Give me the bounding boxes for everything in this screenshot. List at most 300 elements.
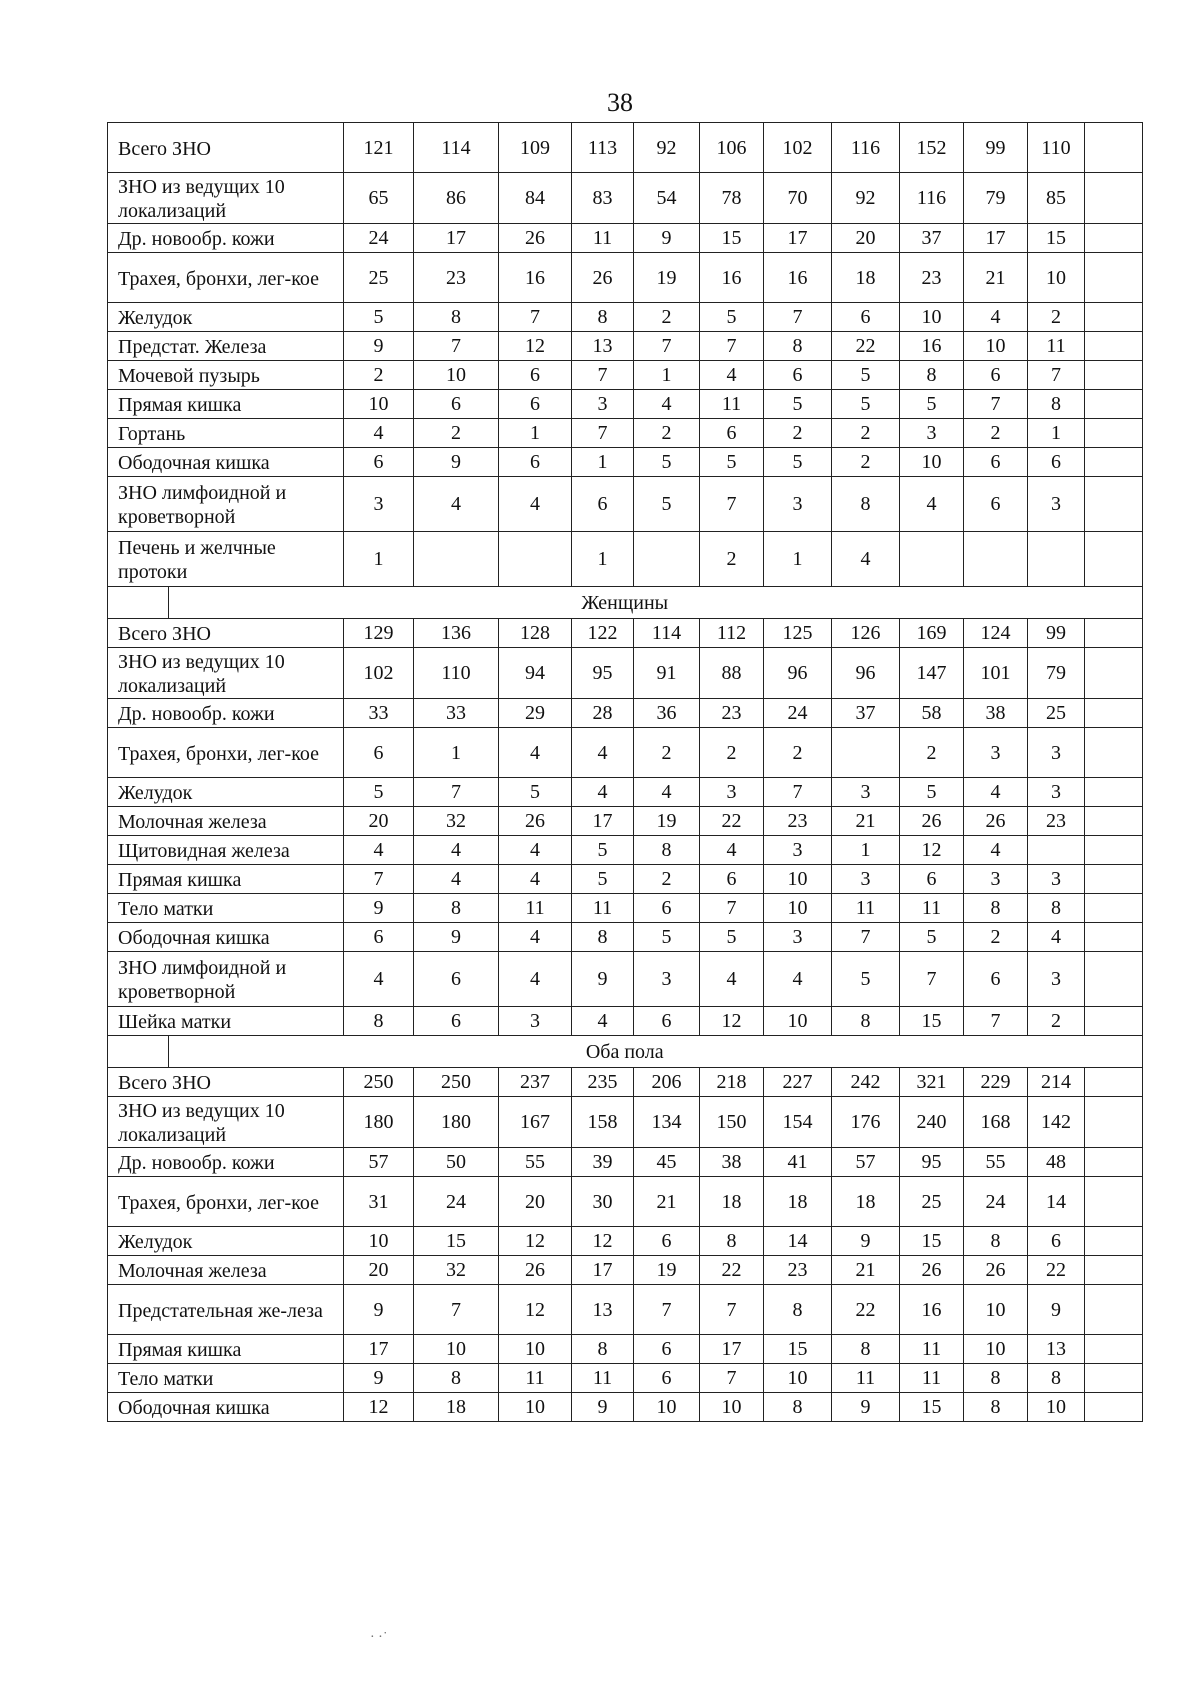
value-cell: 169: [900, 619, 964, 648]
value-cell: [1028, 836, 1085, 865]
value-cell: 26: [499, 807, 572, 836]
row-label: Всего ЗНО: [108, 123, 344, 173]
value-cell: 116: [900, 173, 964, 224]
value-cell: 2: [964, 923, 1028, 952]
value-cell: 5: [634, 448, 700, 477]
value-cell: 10: [414, 361, 499, 390]
value-cell: 8: [964, 1227, 1028, 1256]
value-cell: 109: [499, 123, 572, 173]
value-cell: 7: [499, 303, 572, 332]
value-cell: 134: [634, 1097, 700, 1148]
value-cell: 9: [414, 448, 499, 477]
value-cell: 6: [900, 865, 964, 894]
value-cell: 9: [832, 1227, 900, 1256]
value-cell: [1085, 865, 1143, 894]
value-cell: 4: [832, 532, 900, 587]
value-cell: 6: [499, 390, 572, 419]
value-cell: 45: [634, 1148, 700, 1177]
value-cell: 15: [900, 1227, 964, 1256]
value-cell: 6: [414, 1007, 499, 1036]
value-cell: 10: [764, 894, 832, 923]
value-cell: 4: [499, 836, 572, 865]
value-cell: 11: [499, 1364, 572, 1393]
table-row: [108, 1393, 1143, 1422]
value-cell: 8: [414, 1364, 499, 1393]
value-cell: 50: [414, 1148, 499, 1177]
value-cell: 3: [964, 865, 1028, 894]
value-cell: [1085, 173, 1143, 224]
value-cell: 6: [499, 361, 572, 390]
value-cell: 6: [634, 894, 700, 923]
value-cell: 6: [1028, 448, 1085, 477]
value-cell: 8: [572, 303, 634, 332]
value-cell: 7: [700, 1364, 764, 1393]
value-cell: 150: [700, 1097, 764, 1148]
value-cell: 114: [414, 123, 499, 173]
table-row: [108, 836, 1143, 865]
value-cell: 10: [344, 390, 414, 419]
section-header-divider: [168, 1036, 169, 1067]
value-cell: 9: [634, 224, 700, 253]
value-cell: 8: [832, 1007, 900, 1036]
value-cell: 78: [700, 173, 764, 224]
value-cell: [1085, 1177, 1143, 1227]
value-cell: 7: [414, 332, 499, 361]
value-cell: 6: [832, 303, 900, 332]
row-label: Тело матки: [108, 1364, 344, 1393]
value-cell: 38: [964, 699, 1028, 728]
value-cell: 22: [1028, 1256, 1085, 1285]
value-cell: 1: [634, 361, 700, 390]
table-row: [108, 894, 1143, 923]
value-cell: 8: [832, 477, 900, 532]
value-cell: [1028, 532, 1085, 587]
value-cell: 16: [900, 1285, 964, 1335]
table-row: [108, 448, 1143, 477]
value-cell: 22: [700, 807, 764, 836]
value-cell: [1085, 728, 1143, 778]
value-cell: [964, 532, 1028, 587]
value-cell: 2: [700, 728, 764, 778]
value-cell: 23: [764, 807, 832, 836]
value-cell: 2: [1028, 1007, 1085, 1036]
value-cell: 5: [700, 303, 764, 332]
value-cell: 21: [634, 1177, 700, 1227]
table-row: [108, 477, 1143, 532]
value-cell: 2: [764, 728, 832, 778]
value-cell: [1085, 1364, 1143, 1393]
row-label: Прямая кишка: [108, 390, 344, 419]
value-cell: 4: [634, 778, 700, 807]
value-cell: 54: [634, 173, 700, 224]
value-cell: 12: [499, 332, 572, 361]
value-cell: 5: [900, 390, 964, 419]
table-row: [108, 1148, 1143, 1177]
value-cell: 3: [900, 419, 964, 448]
row-label: ЗНО лимфоидной и кроветворной: [108, 477, 344, 532]
value-cell: 126: [832, 619, 900, 648]
value-cell: 9: [344, 332, 414, 361]
value-cell: 15: [900, 1393, 964, 1422]
row-label: Всего ЗНО: [108, 619, 344, 648]
value-cell: 240: [900, 1097, 964, 1148]
value-cell: [1085, 1227, 1143, 1256]
value-cell: 167: [499, 1097, 572, 1148]
value-cell: 10: [634, 1393, 700, 1422]
value-cell: 96: [832, 648, 900, 699]
table-row: [108, 303, 1143, 332]
value-cell: 11: [1028, 332, 1085, 361]
value-cell: 33: [414, 699, 499, 728]
value-cell: 11: [900, 1364, 964, 1393]
value-cell: 1: [344, 532, 414, 587]
value-cell: 94: [499, 648, 572, 699]
value-cell: 4: [700, 952, 764, 1007]
value-cell: 95: [900, 1148, 964, 1177]
value-cell: 4: [499, 952, 572, 1007]
value-cell: 10: [964, 332, 1028, 361]
value-cell: [1085, 1256, 1143, 1285]
value-cell: 57: [344, 1148, 414, 1177]
row-label: ЗНО из ведущих 10 локализаций: [108, 173, 344, 224]
value-cell: [1085, 619, 1143, 648]
value-cell: 17: [964, 224, 1028, 253]
value-cell: 2: [634, 728, 700, 778]
value-cell: 242: [832, 1068, 900, 1097]
value-cell: 102: [344, 648, 414, 699]
value-cell: 8: [414, 894, 499, 923]
value-cell: 7: [700, 332, 764, 361]
value-cell: 4: [344, 419, 414, 448]
value-cell: 4: [900, 477, 964, 532]
row-label: Тело матки: [108, 894, 344, 923]
value-cell: 24: [964, 1177, 1028, 1227]
value-cell: [1085, 390, 1143, 419]
value-cell: 92: [832, 173, 900, 224]
value-cell: 8: [344, 1007, 414, 1036]
value-cell: [414, 532, 499, 587]
value-cell: [1085, 303, 1143, 332]
value-cell: 20: [344, 1256, 414, 1285]
value-cell: 2: [764, 419, 832, 448]
value-cell: 10: [764, 1007, 832, 1036]
table-row: [108, 1007, 1143, 1036]
row-label: Желудок: [108, 303, 344, 332]
value-cell: 25: [1028, 699, 1085, 728]
table-row: [108, 1177, 1143, 1227]
value-cell: [1085, 1148, 1143, 1177]
page-number: 38: [607, 88, 633, 117]
value-cell: 158: [572, 1097, 634, 1148]
value-cell: 23: [764, 1256, 832, 1285]
value-cell: 8: [700, 1227, 764, 1256]
value-cell: [1085, 1285, 1143, 1335]
value-cell: 2: [414, 419, 499, 448]
value-cell: 6: [634, 1007, 700, 1036]
value-cell: [634, 532, 700, 587]
value-cell: 128: [499, 619, 572, 648]
value-cell: 7: [764, 303, 832, 332]
value-cell: 2: [964, 419, 1028, 448]
value-cell: 16: [499, 253, 572, 303]
value-cell: [1085, 807, 1143, 836]
value-cell: 2: [634, 303, 700, 332]
value-cell: 1: [414, 728, 499, 778]
value-cell: 12: [499, 1285, 572, 1335]
value-cell: 55: [499, 1148, 572, 1177]
value-cell: 11: [499, 894, 572, 923]
row-label: Трахея, бронхи, лег-кое: [108, 1177, 344, 1227]
row-label: Желудок: [108, 778, 344, 807]
value-cell: [832, 728, 900, 778]
value-cell: 10: [499, 1393, 572, 1422]
value-cell: 26: [572, 253, 634, 303]
value-cell: 18: [700, 1177, 764, 1227]
value-cell: 6: [964, 952, 1028, 1007]
value-cell: 10: [900, 448, 964, 477]
value-cell: 12: [900, 836, 964, 865]
value-cell: 116: [832, 123, 900, 173]
row-label: ЗНО из ведущих 10 локализаций: [108, 648, 344, 699]
value-cell: 99: [964, 123, 1028, 173]
value-cell: 114: [634, 619, 700, 648]
row-label: Печень и желчные протоки: [108, 532, 344, 587]
value-cell: 18: [414, 1393, 499, 1422]
value-cell: 6: [634, 1227, 700, 1256]
value-cell: [1085, 1335, 1143, 1364]
value-cell: 8: [900, 361, 964, 390]
value-cell: 1: [832, 836, 900, 865]
value-cell: 8: [1028, 390, 1085, 419]
row-label: Ободочная кишка: [108, 1393, 344, 1422]
value-cell: 92: [634, 123, 700, 173]
value-cell: 15: [1028, 224, 1085, 253]
value-cell: 250: [344, 1068, 414, 1097]
value-cell: 5: [572, 865, 634, 894]
value-cell: 124: [964, 619, 1028, 648]
value-cell: 3: [344, 477, 414, 532]
table-row: [108, 253, 1143, 303]
value-cell: 4: [572, 728, 634, 778]
value-cell: 3: [1028, 728, 1085, 778]
value-cell: 10: [499, 1335, 572, 1364]
value-cell: 142: [1028, 1097, 1085, 1148]
value-cell: 83: [572, 173, 634, 224]
value-cell: 26: [900, 807, 964, 836]
value-cell: 7: [964, 390, 1028, 419]
table-row: [108, 952, 1143, 1007]
row-label: Прямая кишка: [108, 1335, 344, 1364]
value-cell: 26: [900, 1256, 964, 1285]
value-cell: 10: [764, 865, 832, 894]
value-cell: 12: [499, 1227, 572, 1256]
value-cell: 12: [700, 1007, 764, 1036]
value-cell: 250: [414, 1068, 499, 1097]
table-row: [108, 173, 1143, 224]
value-cell: 65: [344, 173, 414, 224]
table-row: [108, 619, 1143, 648]
value-cell: [1085, 1393, 1143, 1422]
value-cell: 154: [764, 1097, 832, 1148]
table-row: [108, 728, 1143, 778]
value-cell: 14: [764, 1227, 832, 1256]
section-header-label-cell: [108, 587, 344, 619]
value-cell: 32: [414, 1256, 499, 1285]
scan-specks: · ·˙: [370, 1630, 388, 1645]
value-cell: 95: [572, 648, 634, 699]
value-cell: 8: [964, 1393, 1028, 1422]
table-row: [108, 807, 1143, 836]
value-cell: 36: [634, 699, 700, 728]
value-cell: 70: [764, 173, 832, 224]
value-cell: 10: [700, 1393, 764, 1422]
value-cell: 3: [832, 865, 900, 894]
value-cell: 7: [634, 332, 700, 361]
value-cell: 2: [900, 728, 964, 778]
value-cell: 8: [1028, 894, 1085, 923]
value-cell: 39: [572, 1148, 634, 1177]
value-cell: 2: [700, 532, 764, 587]
value-cell: 11: [700, 390, 764, 419]
table-row: [108, 923, 1143, 952]
table-row: [108, 778, 1143, 807]
value-cell: 4: [499, 865, 572, 894]
value-cell: 4: [414, 477, 499, 532]
value-cell: 17: [700, 1335, 764, 1364]
value-cell: [499, 532, 572, 587]
value-cell: 4: [572, 1007, 634, 1036]
value-cell: 6: [344, 728, 414, 778]
value-cell: 11: [572, 224, 634, 253]
value-cell: 4: [964, 303, 1028, 332]
value-cell: 136: [414, 619, 499, 648]
value-cell: 24: [414, 1177, 499, 1227]
value-cell: 13: [1028, 1335, 1085, 1364]
value-cell: [1085, 477, 1143, 532]
value-cell: 25: [900, 1177, 964, 1227]
value-cell: 3: [764, 923, 832, 952]
value-cell: 30: [572, 1177, 634, 1227]
row-label: Предстат. Железа: [108, 332, 344, 361]
value-cell: 32: [414, 807, 499, 836]
row-label: ЗНО из ведущих 10 локализаций: [108, 1097, 344, 1148]
row-label: Др. новообр. кожи: [108, 699, 344, 728]
value-cell: 2: [344, 361, 414, 390]
value-cell: [1085, 648, 1143, 699]
value-cell: 22: [832, 332, 900, 361]
value-cell: 9: [344, 894, 414, 923]
value-cell: 24: [764, 699, 832, 728]
value-cell: 206: [634, 1068, 700, 1097]
value-cell: 227: [764, 1068, 832, 1097]
value-cell: 3: [1028, 477, 1085, 532]
section-title-cell: [344, 587, 1143, 619]
value-cell: [1085, 532, 1143, 587]
value-cell: 3: [1028, 778, 1085, 807]
value-cell: 8: [1028, 1364, 1085, 1393]
value-cell: 5: [764, 448, 832, 477]
table-row: [108, 1285, 1143, 1335]
row-label: Др. новообр. кожи: [108, 1148, 344, 1177]
value-cell: [1085, 923, 1143, 952]
value-cell: 121: [344, 123, 414, 173]
value-cell: 22: [832, 1285, 900, 1335]
value-cell: 10: [900, 303, 964, 332]
section-title-cell: [344, 1036, 1143, 1068]
value-cell: [1085, 836, 1143, 865]
value-cell: 15: [764, 1335, 832, 1364]
value-cell: 85: [1028, 173, 1085, 224]
table-body: [108, 123, 1143, 1422]
row-label: Трахея, бронхи, лег-кое: [108, 728, 344, 778]
value-cell: 11: [572, 894, 634, 923]
value-cell: 20: [344, 807, 414, 836]
value-cell: [1085, 894, 1143, 923]
value-cell: 5: [634, 923, 700, 952]
value-cell: 2: [634, 865, 700, 894]
row-label: Ободочная кишка: [108, 923, 344, 952]
table-row: [108, 1364, 1143, 1393]
value-cell: 26: [499, 224, 572, 253]
value-cell: 5: [700, 448, 764, 477]
value-cell: 10: [1028, 253, 1085, 303]
value-cell: 6: [964, 361, 1028, 390]
value-cell: 8: [572, 1335, 634, 1364]
value-cell: 4: [1028, 923, 1085, 952]
value-cell: 125: [764, 619, 832, 648]
value-cell: 11: [900, 894, 964, 923]
value-cell: [1085, 778, 1143, 807]
value-cell: 9: [1028, 1285, 1085, 1335]
value-cell: 1: [764, 532, 832, 587]
value-cell: 4: [634, 390, 700, 419]
value-cell: 10: [964, 1335, 1028, 1364]
value-cell: [900, 532, 964, 587]
value-cell: 7: [414, 778, 499, 807]
row-label: Предстательная же-леза: [108, 1285, 344, 1335]
value-cell: 3: [1028, 865, 1085, 894]
row-label: Щитовидная железа: [108, 836, 344, 865]
value-cell: 15: [900, 1007, 964, 1036]
value-cell: 218: [700, 1068, 764, 1097]
value-cell: 8: [832, 1335, 900, 1364]
value-cell: 58: [900, 699, 964, 728]
value-cell: 3: [700, 778, 764, 807]
value-cell: 8: [964, 894, 1028, 923]
value-cell: 17: [572, 807, 634, 836]
value-cell: 26: [964, 1256, 1028, 1285]
section-header-divider: [168, 587, 169, 618]
value-cell: 18: [832, 253, 900, 303]
table-row: [108, 865, 1143, 894]
value-cell: 33: [344, 699, 414, 728]
value-cell: 23: [900, 253, 964, 303]
section-title: Оба пола: [585, 1040, 664, 1063]
value-cell: 11: [900, 1335, 964, 1364]
row-label: Мочевой пузырь: [108, 361, 344, 390]
value-cell: 21: [832, 807, 900, 836]
value-cell: 113: [572, 123, 634, 173]
value-cell: 79: [964, 173, 1028, 224]
value-cell: 10: [964, 1285, 1028, 1335]
value-cell: 8: [764, 1285, 832, 1335]
value-cell: 7: [634, 1285, 700, 1335]
value-cell: 7: [700, 477, 764, 532]
value-cell: [1085, 419, 1143, 448]
value-cell: 4: [700, 836, 764, 865]
statistics-table: [107, 122, 1143, 1422]
value-cell: 19: [634, 1256, 700, 1285]
